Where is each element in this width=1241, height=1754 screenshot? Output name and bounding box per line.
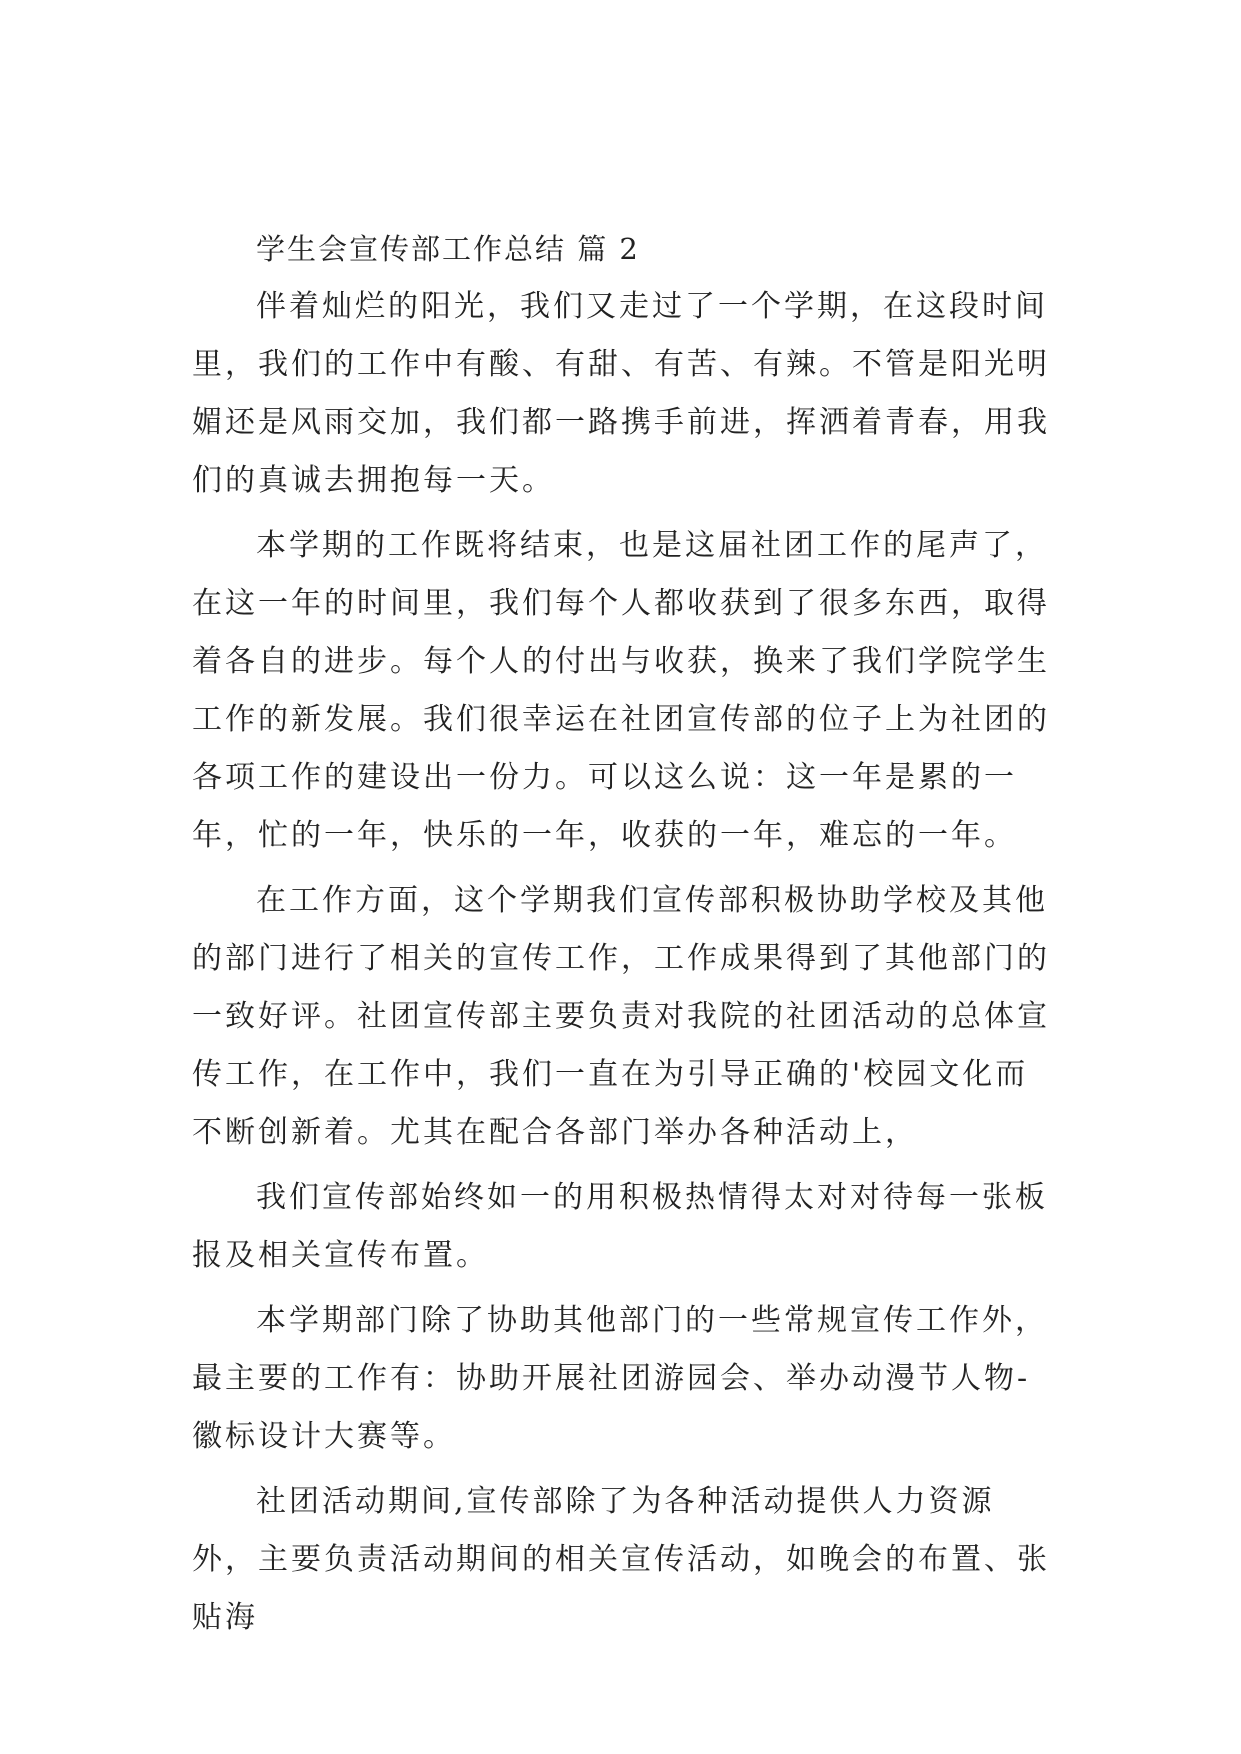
paragraph-5: 本学期部门除了协助其他部门的一些常规宣传工作外，最主要的工作有：协助开展社团游园会、举办动漫节人物-徽标设计大赛等。 <box>192 1303 1048 1454</box>
document-title: 学生会宣传部工作总结 篇 2 <box>256 232 640 266</box>
paragraph-3: 在工作方面，这个学期我们宣传部积极协助学校及其他的部门进行了相关的宣传工作，工作成果得到了其他部门的一致好评。社团宣传部主要负责对我院的社团活动的总体宣传工作，在工作中，我们一直在为引导正确的'校园文化而不断创新着。尤其在配合各部门举办各种活动上， <box>192 883 1050 1150</box>
paragraph-4: 我们宣传部始终如一的用积极热情得太对对待每一张板报及相关宣传布置。 <box>192 1180 1048 1273</box>
document-body <box>192 220 1052 1647</box>
paragraph-2: 本学期的工作既将结束，也是这届社团工作的尾声了，在这一年的时间里，我们每个人都收获到了很多东西，取得着各自的进步。每个人的付出与收获，换来了我们学院学生工作的新发展。我们很幸运在社团宣传部的位子上为社团的各项工作的建设出一份力。可以这么说：这一年是累的一年，忙的一年，快乐的一年，收获的一年，难忘的一年。 <box>192 528 1050 853</box>
paragraph-1: 伴着灿烂的阳光，我们又走过了一个学期，在这段时间里，我们的工作中有酸、有甜、有苦、有辣。不管是阳光明媚还是风雨交加，我们都一路携手前进，挥洒着青春，用我们的真诚去拥抱每一天。 <box>192 289 1050 498</box>
paragraph-6: 社团活动期间,宣传部除了为各种活动提供人力资源外，主要负责活动期间的相关宣传活动，如晚会的布置、张贴海 <box>192 1484 1050 1635</box>
